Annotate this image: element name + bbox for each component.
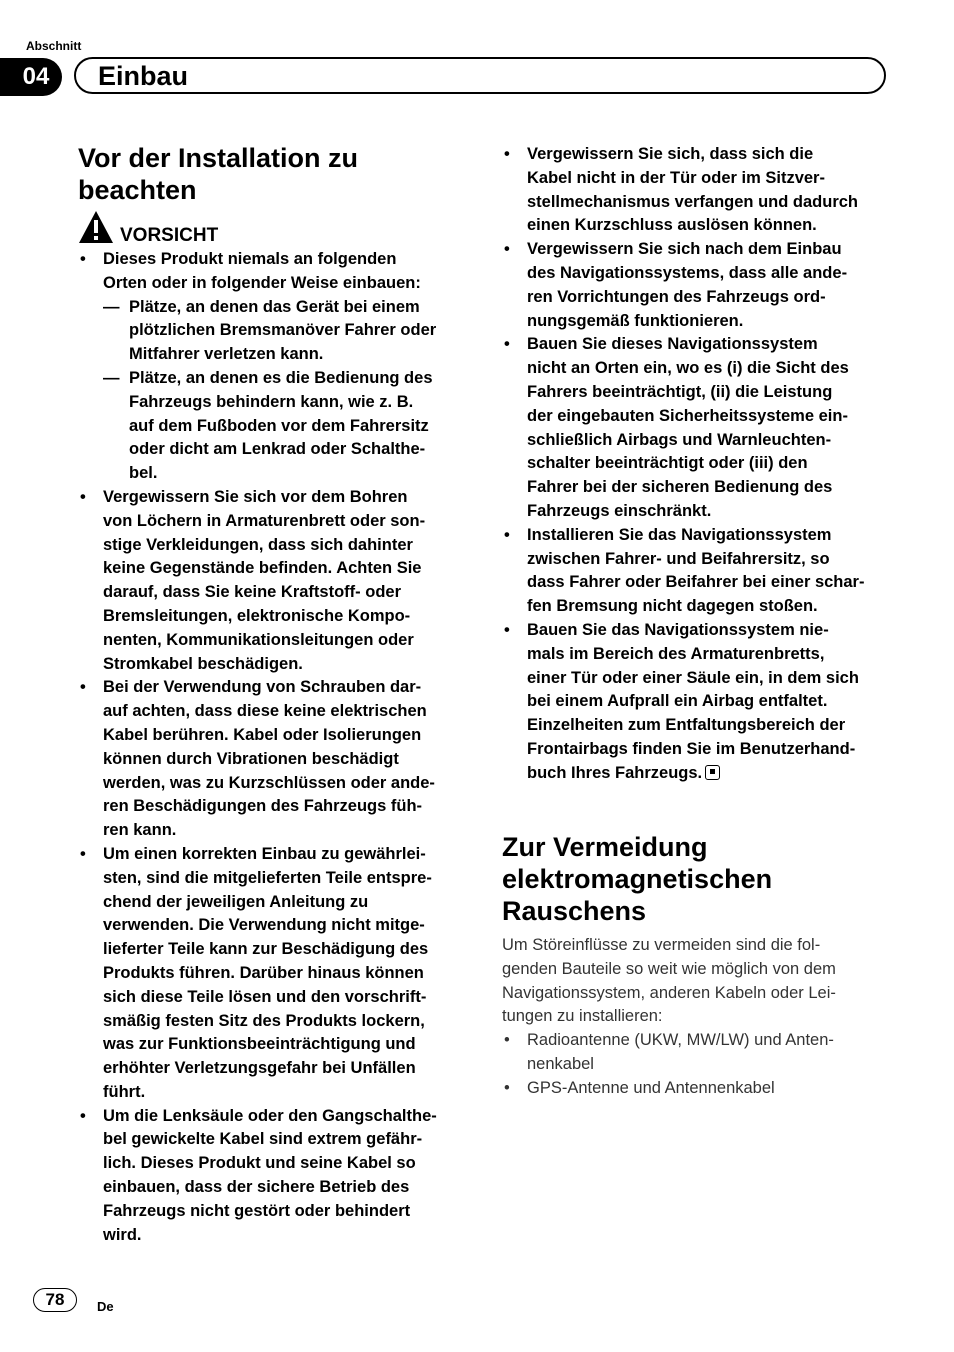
text-line: Dieses Produkt niemals an folgenden xyxy=(103,250,397,268)
sub-list-item-text xyxy=(129,369,433,482)
list-item xyxy=(78,1105,468,1248)
text-line: smäßig festen Sitz des Produkts lockern, xyxy=(103,1011,425,1030)
text-line: des Navigationssystems, dass alle ande- xyxy=(527,263,848,282)
text-line: darauf, dass Sie keine Kraftstoff- oder xyxy=(103,583,401,602)
list-item xyxy=(502,143,894,238)
language-code: De xyxy=(97,1299,114,1314)
list-item xyxy=(502,619,894,786)
text-line: Fahrer bei der sicheren Bedienung des xyxy=(527,478,833,497)
bullet-icon: • xyxy=(80,1106,86,1125)
bullet-icon: • xyxy=(504,525,510,544)
text-line: oder dicht am Lenkrad oder Schalthe- xyxy=(129,440,426,459)
text-line: von Löchern in Armaturenbrett oder son- xyxy=(103,511,426,530)
caution-label: VORSICHT xyxy=(120,225,219,246)
heading-line: Vor der Installation zu xyxy=(78,143,359,173)
heading-line: beachten xyxy=(78,175,197,205)
bullet-icon: • xyxy=(504,620,510,639)
text-line: Zur Vermeidung xyxy=(502,832,708,862)
list-item-text xyxy=(527,526,864,615)
text-line: tungen zu installieren: xyxy=(502,1007,663,1026)
text-line: einbauen, dass der sichere Betrieb des xyxy=(103,1178,410,1197)
text-line: ren Beschädigungen des Fahrzeugs füh- xyxy=(103,797,423,816)
text-line: Produkts führen. Darüber hinaus können xyxy=(103,963,424,982)
text-line: werden, was zu Kurzschlüssen oder ande- xyxy=(103,773,435,792)
list-item-text xyxy=(103,678,435,839)
text-line: was zur Funktionsbeeinträchtigung und xyxy=(103,1035,416,1054)
text-line: stige Verkleidungen, dass sich dahinter xyxy=(103,535,413,554)
text-line: bei einem Aufprall ein Airbag entfaltet. xyxy=(527,692,828,711)
text-line: lieferter Teile kann zur Beschädigung des xyxy=(103,940,429,959)
end-of-section-icon xyxy=(705,765,720,780)
text-line: Einzelheiten zum Entfaltungsbereich der xyxy=(527,716,846,735)
bullet-icon: • xyxy=(504,1078,510,1097)
sub-list-item xyxy=(103,296,468,367)
text-line: Frontairbags finden Sie im Benutzerhand- xyxy=(527,739,856,758)
text-line: buch Ihres Fahrzeugs. xyxy=(527,763,703,782)
caution-list xyxy=(78,248,468,1247)
list-item xyxy=(502,238,894,333)
text-line: Vergewissern Sie sich vor dem Bohren xyxy=(103,487,408,506)
text-line: Kabel nicht in der Tür oder im Sitzver- xyxy=(527,168,825,187)
dash-icon: — xyxy=(103,368,120,387)
list-item-text xyxy=(527,621,859,782)
text-line: sich diese Teile lösen und den vorschrift- xyxy=(103,987,427,1006)
text-line: plötzlichen Bremsmanöver Fahrer oder xyxy=(129,321,437,340)
bullet-icon: • xyxy=(504,335,510,354)
component-list xyxy=(502,1029,894,1100)
text-line: Bremsleitungen, elektronische Kompo- xyxy=(103,606,411,625)
list-item-text xyxy=(527,145,858,234)
list-item-text xyxy=(527,1031,834,1073)
text-line: nicht an Orten ein, wo es (i) die Sicht des xyxy=(527,359,849,378)
text-line: chend der jeweiligen Anleitung zu xyxy=(103,892,369,911)
text-line: Fahrzeugs nicht gestört oder behindert xyxy=(103,1201,411,1220)
bullet-icon: • xyxy=(504,1031,510,1049)
text-line: sten, sind die mitgelieferten Teile entspre- xyxy=(103,868,432,887)
text-line: Um einen korrekten Einbau zu gewährlei- xyxy=(103,844,426,863)
text-line: Bei der Verwendung von Schrauben dar- xyxy=(103,678,422,697)
text-line: Navigationssystem, anderen Kabeln oder Lei- xyxy=(502,983,836,1002)
caution-list-continued xyxy=(502,143,894,786)
text-line: Fahrers beeinträchtigt, (ii) die Leistung xyxy=(527,382,833,401)
bullet-icon: • xyxy=(80,250,86,268)
text-line: keine Gegenstände befinden. Achten Sie xyxy=(103,559,422,578)
text-line: Vergewissern Sie sich, dass sich die xyxy=(527,145,814,163)
text-line: Installieren Sie das Navigationssystem xyxy=(527,525,832,544)
text-line: Radioantenne (UKW, MW/LW) und Anten- xyxy=(527,1031,834,1049)
list-item xyxy=(502,524,894,619)
dash-icon: — xyxy=(103,297,120,316)
text-line: Stromkabel beschädigen. xyxy=(103,654,303,673)
sub-list xyxy=(103,296,468,486)
list-item xyxy=(502,333,894,523)
section-label: Abschnitt xyxy=(26,39,82,53)
text-line: Vergewissern Sie sich nach dem Einbau xyxy=(527,240,842,259)
text-line: mals im Bereich des Armaturenbretts, xyxy=(527,644,825,663)
list-item-text xyxy=(527,240,847,329)
text-line: der eingebauten Sicherheitssysteme ein- xyxy=(527,406,848,425)
text-line: ren kann. xyxy=(103,821,177,840)
text-line: zwischen Fahrer- und Beifahrersitz, so xyxy=(527,549,830,568)
bullet-icon: • xyxy=(504,145,510,163)
list-item-text xyxy=(527,335,849,520)
text-line: einer Tür oder einer Säule ein, in dem sich xyxy=(527,668,859,687)
bullet-icon: • xyxy=(80,487,86,506)
list-item xyxy=(78,676,468,843)
text-line: stellmechanismus verfangen und dadurch xyxy=(527,192,858,211)
list-item-text xyxy=(103,845,432,1101)
list-item xyxy=(502,1077,894,1101)
list-item-text xyxy=(103,488,425,673)
text-line: nungsgemäß funktionieren. xyxy=(527,311,744,330)
text-line: nenten, Kommunikationsleitungen oder xyxy=(103,630,414,649)
text-line: Fahrzeugs behindern kann, wie z. B. xyxy=(129,392,414,411)
page-number: 78 xyxy=(33,1288,77,1312)
intro-paragraph xyxy=(502,934,894,1029)
text-line: verwenden. Die Verwendung nicht mitge- xyxy=(103,916,425,935)
section-heading-noise xyxy=(502,831,772,927)
text-line: Kabel berühren. Kabel oder Isolierungen xyxy=(103,725,422,744)
text-line: GPS-Antenne und Antennenkabel xyxy=(527,1078,775,1097)
text-line: elektromagnetischen xyxy=(502,864,773,894)
text-line: Plätze, an denen das Gerät bei einem xyxy=(129,297,420,316)
text-line: erhöhter Verletzungsgefahr bei Unfällen xyxy=(103,1059,416,1078)
text-line: auf achten, dass diese keine elektrischen xyxy=(103,702,427,721)
chapter-number-tab xyxy=(0,58,62,96)
text-line: schalter beeinträchtigt oder (iii) den xyxy=(527,454,808,473)
sub-list-item xyxy=(103,367,468,486)
text-line: schließlich Airbags und Warnleuchten- xyxy=(527,430,832,449)
bullet-icon: • xyxy=(504,240,510,259)
text-line: Bauen Sie dieses Navigationssystem xyxy=(527,335,818,354)
text-line: Orten oder in folgender Weise einbauen: xyxy=(103,273,421,292)
text-line: Fahrzeugs einschränkt. xyxy=(527,501,712,520)
text-line: auf dem Fußboden vor dem Fahrersitz xyxy=(129,416,429,435)
text-line: fen Bremsung nicht dagegen stoßen. xyxy=(527,597,818,616)
text-line: genden Bauteile so weit wie möglich von dem xyxy=(502,959,836,978)
text-line: Um die Lenksäule oder den Gangschalthe- xyxy=(103,1106,437,1125)
text-line: können durch Vibrationen beschädigt xyxy=(103,749,399,768)
text-line: einen Kurzschluss auslösen können. xyxy=(527,216,817,235)
text-line: Plätze, an denen es die Bedienung des xyxy=(129,368,433,387)
list-item-text xyxy=(103,250,421,292)
text-line: bel gewickelte Kabel sind extrem gefähr- xyxy=(103,1130,423,1149)
chapter-title-bar xyxy=(74,57,886,94)
list-item-text xyxy=(527,1079,775,1097)
list-item xyxy=(78,486,468,676)
chapter-title: Einbau xyxy=(98,61,189,91)
text-line: dass Fahrer oder Beifahrer bei einer schar- xyxy=(527,573,865,592)
list-item-text xyxy=(103,1107,437,1244)
text-line: Rauschens xyxy=(502,896,647,926)
text-line: ren Vorrichtungen des Fahrzeugs ord- xyxy=(527,287,826,306)
text-line: wird. xyxy=(103,1225,142,1244)
list-item xyxy=(78,843,468,1105)
warning-icon xyxy=(78,210,114,244)
text-line: führt. xyxy=(103,1082,146,1101)
sub-list-item-text xyxy=(129,298,436,364)
text-line: bel. xyxy=(129,464,158,483)
text-line: nenkabel xyxy=(527,1054,594,1073)
text-line: Mitfahrer verletzen kann. xyxy=(129,345,324,364)
bullet-icon: • xyxy=(80,844,86,863)
text-line: Bauen Sie das Navigationssystem nie- xyxy=(527,620,829,639)
caution-block xyxy=(78,210,378,250)
list-item xyxy=(502,1029,894,1077)
chapter-number: 04 xyxy=(22,63,50,90)
section-heading-installation xyxy=(78,142,358,206)
text-line: Um Störeinflüsse zu vermeiden sind die fol- xyxy=(502,936,821,954)
bullet-icon: • xyxy=(80,678,86,697)
list-item xyxy=(78,248,468,486)
text-line: lich. Dieses Produkt und seine Kabel so xyxy=(103,1154,416,1173)
